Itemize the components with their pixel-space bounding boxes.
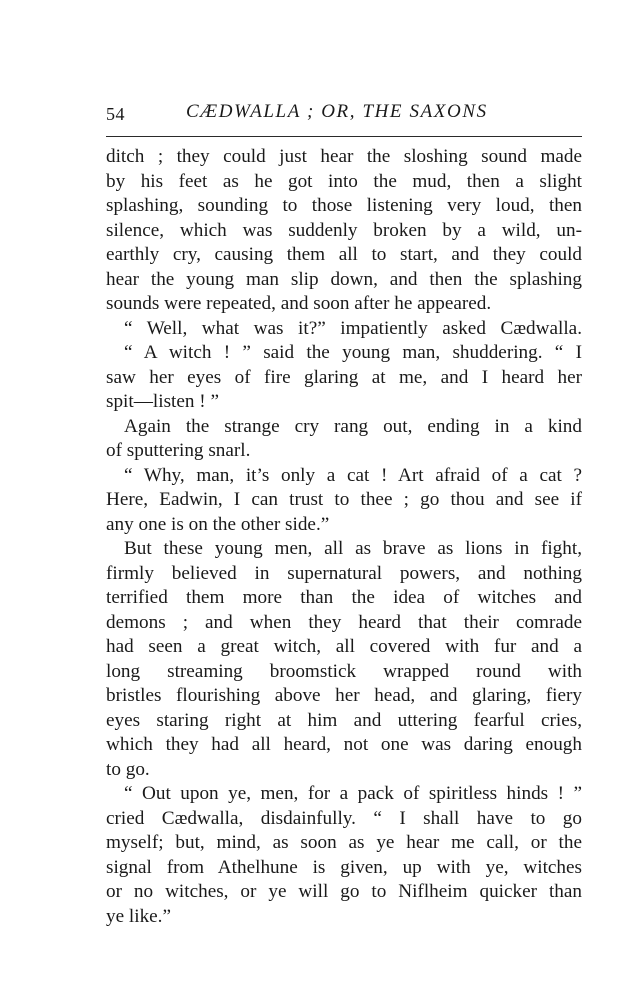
text-line: ditch ; they could just hear the sloshing sound made bbox=[106, 146, 582, 167]
text-line: “ Out upon ye, men, for a pack of spiritless hinds ! ” bbox=[124, 783, 582, 804]
text-line: saw her eyes of fire glaring at me, and I heard her bbox=[106, 366, 582, 388]
running-title: CÆDWALLA ; OR, THE SAXONS bbox=[186, 101, 488, 122]
text-line: long streaming broomstick wrapped round with bbox=[106, 660, 582, 682]
page-number: 54 bbox=[106, 104, 125, 124]
text-line: of sputtering snarl. bbox=[106, 440, 251, 461]
header-rule bbox=[106, 136, 582, 137]
text-line: But these young men, all as brave as lions in fight, bbox=[124, 538, 582, 559]
text-line: signal from Athelhune is given, up with ye, witches bbox=[106, 856, 582, 878]
text-line: or no witches, or ye will go to Niflheim quicker than bbox=[106, 881, 582, 902]
body-text bbox=[106, 145, 582, 929]
text-line: demons ; and when they heard that their comrade bbox=[106, 611, 582, 633]
text-line: to go. bbox=[106, 758, 150, 780]
text-line: bristles flourishing above her head, and glaring, fiery bbox=[106, 685, 582, 706]
text-line: had seen a great witch, all covered with fur and a bbox=[106, 636, 582, 657]
text-line: eyes staring right at him and uttering fearful cries, bbox=[106, 709, 582, 731]
text-line: terrified them more than the idea of witches and bbox=[106, 587, 582, 608]
text-line: “ Why, man, it’s only a cat ! Art afraid of a cat ? bbox=[124, 464, 582, 486]
text-line: Here, Eadwin, I can trust to thee ; go thou and see if bbox=[106, 489, 582, 510]
text-line: firmly believed in supernatural powers, and nothing bbox=[106, 562, 582, 584]
text-line: which they had all heard, not one was daring enough bbox=[106, 734, 582, 755]
text-line: hear the young man slip down, and then the splashing bbox=[106, 268, 582, 290]
text-line: cried Cædwalla, disdainfully. “ I shall have to go bbox=[106, 807, 582, 829]
text-line: splashing, sounding to those listening very loud, then bbox=[106, 195, 582, 216]
text-line: myself; but, mind, as soon as ye hear me call, or the bbox=[106, 832, 582, 853]
text-line: silence, which was suddenly broken by a wild, un- bbox=[106, 219, 582, 241]
text-line: spit—listen ! ” bbox=[106, 391, 219, 412]
text-line: by his feet as he got into the mud, then a slight bbox=[106, 170, 582, 192]
text-line: ye like.” bbox=[106, 905, 171, 927]
text-line: “ Well, what was it?” impatiently asked Cædwalla. bbox=[124, 317, 582, 339]
text-line: any one is on the other side.” bbox=[106, 513, 330, 535]
running-head bbox=[106, 101, 582, 131]
text-line: “ A witch ! ” said the young man, shuddering. “ I bbox=[124, 342, 582, 363]
text-line: sounds were repeated, and soon after he appeared. bbox=[106, 293, 492, 314]
text-line: earthly cry, causing them all to start, and they could bbox=[106, 244, 582, 265]
text-line: Again the strange cry rang out, ending in a kind bbox=[124, 415, 582, 437]
